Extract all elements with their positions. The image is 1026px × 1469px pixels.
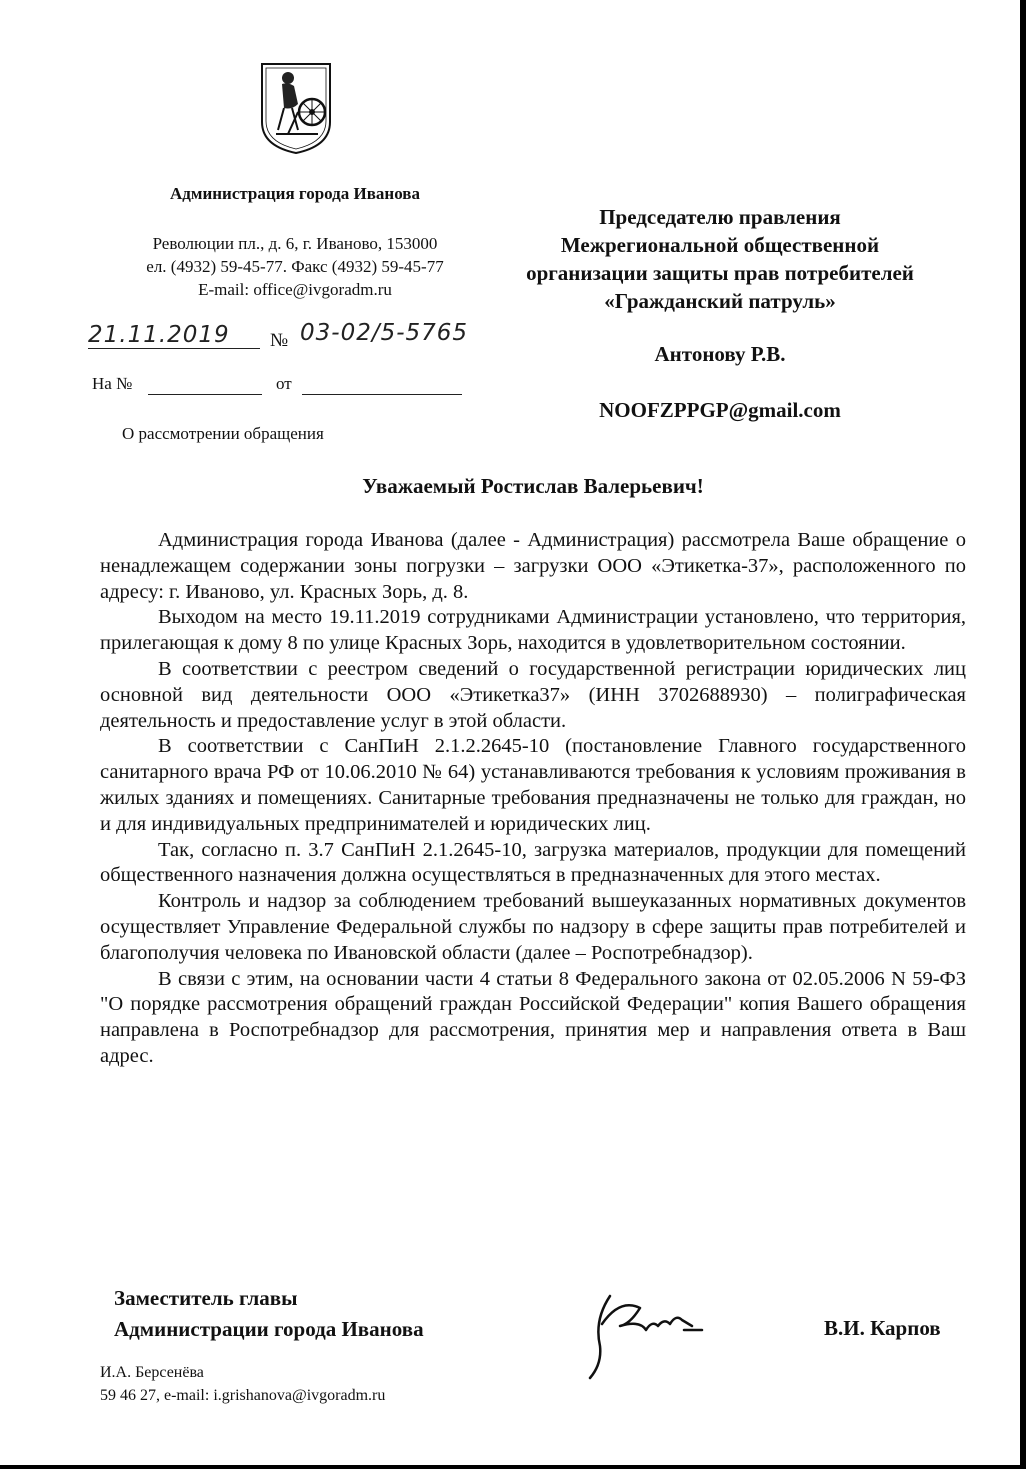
sender-address: Революции пл., д. 6, г. Иваново, 153000 [152, 234, 438, 253]
reply-from-label: от [276, 374, 292, 393]
signer-title-line: Администрации города Иванова [114, 1317, 424, 1341]
recipient-email: NOOFZPPGP@gmail.com [599, 398, 841, 422]
registration-number: 03-02/5-5765 [300, 320, 469, 346]
sender-phone-fax: ел. (4932) 59-45-77. Факс (4932) 59-45-77 [146, 257, 444, 276]
sender-organization: Администрация города Иванова [169, 184, 420, 203]
registration-number-label: № [270, 330, 289, 351]
executor-block [100, 1361, 385, 1407]
greeting: Уважаемый Ростислав Валерьевич! [362, 474, 704, 498]
letter-subject: О рассмотрении обращения [122, 424, 324, 443]
scan-edge-right [1020, 0, 1026, 1469]
body-paragraph: В связи с этим, на основании части 4 статьи 8 Федерального закона от 02.05.2006 N 59-ФЗ "О порядке рассмотрения обращений граждан Российской Федерации" копия Вашего обращения направлена в Роспотребнадзор для рассмотрения, принятия мер и направления ответа в Ваш адрес. [100, 967, 966, 1067]
executor-name: И.А. Берсенёва [100, 1364, 204, 1381]
body-paragraph: Так, согласно п. 3.7 СанПиН 2.1.2645-10, загрузка материалов, продукции для помещений общественного назначения должна осуществляться в предназначенных для этого местах. [100, 838, 966, 887]
registration-date: 21.11.2019 [88, 322, 260, 349]
recipient-line: Межрегиональной общественной [560, 233, 880, 257]
handwritten-signature [580, 1290, 710, 1382]
body-paragraph: Контроль и надзор за соблюдением требований вышеуказанных нормативных документов осуществляет Управление Федеральной службы по надзору в сфере защиты прав потребителей и благополучия человека по Ивановской области (далее – Роспотребнадзор). [100, 890, 966, 964]
body-paragraph: Выходом на место 19.11.2019 сотрудниками Администрации установлено, что территория, прилегающая к дому 8 по улице Красных Зорь, находится в удовлетворительном состоянии. [100, 606, 966, 655]
body-paragraph: В соответствии с реестром сведений о государственной регистрации юридических лиц основной вид деятельности ООО «Этикетка37» (ИНН 3702688930) – полиграфическая деятельность и предоставление услуг в этой области. [100, 657, 966, 732]
scan-edge-bottom [0, 1465, 1026, 1469]
recipient-line: «Гражданский патруль» [604, 289, 836, 313]
signer-title [114, 1283, 424, 1345]
executor-contact: 59 46 27, e-mail: i.grishanova@ivgoradm.ru [100, 1387, 386, 1404]
body-paragraph: В соответствии с СанПиН 2.1.2.2645-10 (постановление Главного государственного санитарного врача РФ от 10.06.2010 № 64) устанавливаются требования к условиям проживания в жилых зданиях и помещениях. Санитарные требования предназначены не только для граждан, но и для индивидуальных предпринимателей и юридических лиц. [100, 735, 966, 835]
coat-of-arms-emblem [258, 60, 334, 156]
reply-to-number-label: На № [92, 374, 133, 393]
signer-title-line: Заместитель главы [114, 1286, 298, 1310]
sender-email: E-mail: office@ivgoradm.ru [198, 280, 392, 299]
letter-body [100, 528, 966, 1070]
signer-name: В.И. Карпов [824, 1316, 941, 1340]
reply-to-number-blank [148, 394, 262, 395]
body-paragraph: Администрация города Иванова (далее - Администрация) рассмотрела Ваше обращение о ненадлежащем содержании зоны погрузки – загрузки ООО «Этикетка-37», расположенного по адресу: г. Иваново, ул. Красных Зорь, д. 8. [100, 529, 966, 603]
recipient-name: Антонову Р.В. [654, 342, 786, 366]
recipient-line: Председателю правления [599, 205, 841, 229]
sender-address-block [80, 232, 510, 301]
recipient-line: организации защиты прав потребителей [526, 261, 914, 285]
reply-from-blank [302, 394, 462, 395]
recipient-block [480, 203, 960, 315]
